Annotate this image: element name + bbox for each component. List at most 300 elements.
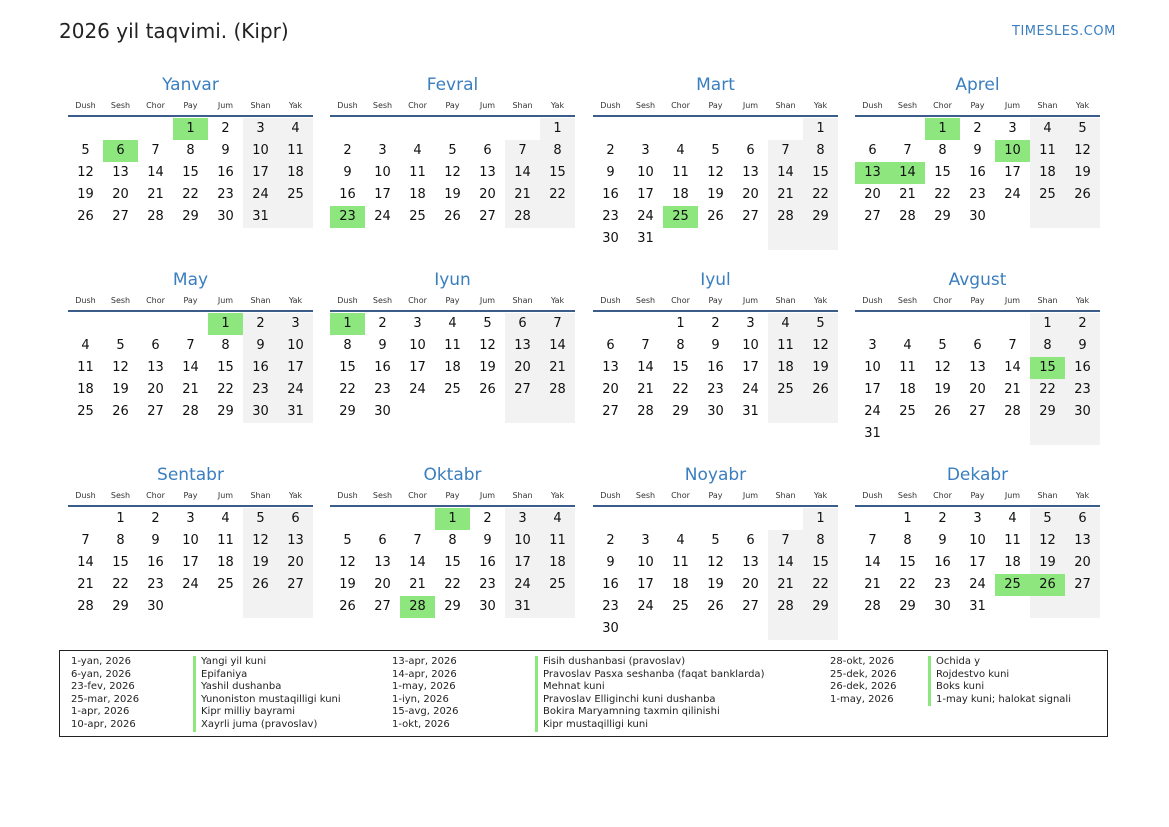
day-cell: 12 [444,165,461,180]
legend-date: 10-apr, 2026 [71,718,136,730]
day-cell: 16 [707,360,724,375]
day-cell: 15 [803,552,838,574]
day-cell: 15 [1030,357,1065,379]
day-cell: 16 [147,555,164,570]
day-cell: 1 [803,118,838,140]
empty-cell [540,596,575,618]
day-cell: 19 [1030,552,1065,574]
day-cell: 31 [969,599,986,614]
day-cell: 27 [479,209,496,224]
day-cell: 25 [768,379,803,401]
day-cell: 7 [81,533,90,548]
day-cell: 29 [803,206,838,228]
day-cell: 11 [1030,140,1065,162]
day-cell: 21 [182,382,199,397]
empty-cell [330,508,365,530]
empty-cell [540,206,575,228]
legend-holiday: 1-may kuni; halokat signali [928,694,1071,707]
day-cell: 18 [1004,555,1021,570]
weekday-header [68,293,313,309]
weekday-label: Shan [250,491,271,500]
day-cell: 3 [278,313,313,335]
day-cell: 6 [378,533,387,548]
day-cell: 14 [409,555,426,570]
day-cell: 22 [672,382,689,397]
day-cell: 16 [602,577,619,592]
empty-cell [435,401,470,423]
day-cell: 17 [969,555,986,570]
day-cell: 2 [606,143,615,158]
day-cell: 2 [1065,313,1100,335]
month-yanvar [68,74,313,228]
weekday-label: Shan [512,101,533,110]
day-cell: 28 [147,209,164,224]
day-cell: 28 [77,599,94,614]
weekday-header [68,488,313,504]
header-rule [593,115,838,117]
day-cell: 2 [343,143,352,158]
day-cell: 3 [973,511,982,526]
empty-cell [733,618,768,640]
empty-cell [733,228,768,250]
day-cell: 28 [400,596,435,618]
day-cell: 19 [243,552,278,574]
day-cell: 9 [343,165,352,180]
empty-cell [733,508,768,530]
day-cell: 31 [243,206,278,228]
day-cell: 21 [147,187,164,202]
day-cell: 12 [1030,530,1065,552]
month-avgust [855,269,1100,445]
legend-date: 28-okt, 2026 [830,656,895,667]
day-cell: 9 [221,143,230,158]
weekday-label: Dush [862,491,883,500]
day-cell: 5 [116,338,125,353]
weekday-label: Dush [337,491,358,500]
weekday-label: Pay [970,491,985,500]
weekday-header [330,488,575,504]
empty-cell [173,596,208,618]
weekday-label: Shan [512,296,533,305]
day-cell: 20 [505,357,540,379]
day-cell: 12 [243,530,278,552]
weekday-label: Chor [933,101,952,110]
day-cell: 20 [147,382,164,397]
day-cell: 2 [221,121,230,136]
weekday-label: Yak [288,491,303,500]
day-cell: 7 [186,338,195,353]
day-cell: 21 [1004,382,1021,397]
empty-cell [925,423,960,445]
day-grid [855,508,1100,618]
day-cell: 27 [112,209,129,224]
day-cell: 24 [505,574,540,596]
day-grid [68,313,313,423]
legend-holiday: Pravoslav Elliginchi kuni dushanba [535,694,764,707]
weekday-label: Yak [1075,491,1090,500]
day-cell: 31 [278,401,313,423]
day-cell: 30 [479,599,496,614]
weekday-label: Shan [512,491,533,500]
day-cell: 5 [711,533,720,548]
day-cell: 22 [934,187,951,202]
day-cell: 15 [899,555,916,570]
weekday-label: Dush [337,296,358,305]
day-cell: 9 [606,555,615,570]
day-cell: 14 [768,552,803,574]
day-cell: 4 [676,533,685,548]
day-cell: 13 [742,165,759,180]
day-cell: 11 [409,165,426,180]
day-cell: 3 [378,143,387,158]
legend-holiday: Boks kuni [928,681,1071,694]
header-rule [68,505,313,507]
day-cell: 2 [151,511,160,526]
day-cell: 23 [374,382,391,397]
day-cell: 6 [103,140,138,162]
day-grid [855,118,1100,228]
day-grid [68,508,313,618]
day-cell: 1 [330,313,365,335]
day-cell: 12 [339,555,356,570]
weekday-header [593,98,838,114]
month-name: Yanvar [162,75,219,95]
day-cell: 6 [973,338,982,353]
weekday-label: Yak [1075,101,1090,110]
empty-cell [278,206,313,228]
day-cell: 8 [1030,335,1065,357]
day-cell: 4 [676,143,685,158]
header-rule [593,310,838,312]
month-name: May [172,270,209,290]
day-cell: 13 [969,360,986,375]
weekday-label: Sesh [635,296,656,305]
day-cell: 22 [217,382,234,397]
day-cell: 2 [973,121,982,136]
day-cell: 12 [934,360,951,375]
day-cell: 13 [742,555,759,570]
day-cell: 10 [374,165,391,180]
weekday-label: Jum [742,491,759,500]
header-rule [593,505,838,507]
day-cell: 5 [448,143,457,158]
day-cell: 19 [707,577,724,592]
day-cell: 28 [899,209,916,224]
empty-cell [138,313,173,335]
day-cell: 27 [147,404,164,419]
day-cell: 13 [374,555,391,570]
weekday-header [855,293,1100,309]
day-cell: 15 [803,162,838,184]
day-cell: 1 [435,508,470,530]
legend-holiday: Kipr milliy bayrami [193,706,341,719]
day-cell: 10 [182,533,199,548]
day-cell: 10 [637,555,654,570]
header-rule [855,115,1100,117]
site-link[interactable]: TIMESLES.COM [1012,24,1116,39]
empty-cell [803,618,838,640]
month-name: Dekabr [946,465,1009,485]
day-cell: 14 [864,555,881,570]
day-cell: 18 [77,382,94,397]
day-cell: 25 [995,574,1030,596]
day-cell: 30 [374,404,391,419]
day-cell: 1 [676,316,685,331]
weekday-label: Chor [408,101,427,110]
day-cell: 17 [637,187,654,202]
empty-cell [278,596,313,618]
weekday-label: Yak [550,491,565,500]
day-cell: 28 [768,206,803,228]
empty-cell [103,313,138,335]
day-cell: 8 [938,143,947,158]
day-cell: 23 [1065,379,1100,401]
day-cell: 23 [217,187,234,202]
day-cell: 26 [243,574,278,596]
weekday-label: Yak [550,296,565,305]
weekday-label: Dush [600,296,621,305]
empty-cell [470,401,505,423]
holiday-legend [59,650,1108,737]
empty-cell [628,508,663,530]
weekday-header [593,488,838,504]
day-cell: 18 [278,162,313,184]
month-may [68,269,313,423]
day-cell: 13 [112,165,129,180]
day-cell: 11 [217,533,234,548]
empty-cell [1065,206,1100,228]
weekday-label: Sesh [372,491,393,500]
weekday-label: Dush [75,101,96,110]
day-cell: 29 [803,596,838,618]
weekday-label: Pay [183,491,198,500]
day-cell: 5 [243,508,278,530]
day-cell: 10 [409,338,426,353]
day-cell: 6 [868,143,877,158]
empty-cell [960,313,995,335]
day-cell: 7 [768,530,803,552]
day-cell: 20 [969,382,986,397]
day-cell: 27 [864,209,881,224]
day-cell: 21 [637,382,654,397]
day-cell: 27 [278,574,313,596]
weekday-label: Chor [408,491,427,500]
day-grid [593,313,838,423]
legend-date: 25-mar, 2026 [71,693,140,705]
empty-cell [330,118,365,140]
empty-cell [960,423,995,445]
day-cell: 23 [934,577,951,592]
empty-cell [103,118,138,140]
day-cell: 6 [483,143,492,158]
day-cell: 29 [672,404,689,419]
empty-cell [628,118,663,140]
day-cell: 16 [217,165,234,180]
day-cell: 4 [448,316,457,331]
day-cell: 7 [641,338,650,353]
day-cell: 6 [746,143,755,158]
day-cell: 2 [711,316,720,331]
day-cell: 12 [479,338,496,353]
day-cell: 1 [208,313,243,335]
empty-cell [138,118,173,140]
day-cell: 11 [899,360,916,375]
empty-cell [995,423,1030,445]
day-cell: 5 [938,338,947,353]
day-cell: 7 [151,143,160,158]
weekday-label: Dush [862,296,883,305]
day-cell: 11 [278,140,313,162]
day-cell: 22 [444,577,461,592]
legend-holiday: Mehnat kuni [535,681,764,694]
empty-cell [628,618,663,640]
day-cell: 8 [803,530,838,552]
day-cell: 24 [243,184,278,206]
day-cell: 23 [602,209,619,224]
month-name: Sentabr [157,465,224,485]
month-name: Fevral [426,75,479,95]
day-cell: 26 [707,209,724,224]
day-cell: 28 [768,596,803,618]
weekday-header [330,98,575,114]
day-cell: 29 [217,404,234,419]
day-cell: 14 [768,162,803,184]
day-cell: 28 [540,379,575,401]
day-cell: 25 [444,382,461,397]
day-cell: 3 [641,533,650,548]
month-name: Iyun [434,270,471,290]
day-cell: 18 [540,552,575,574]
day-cell: 24 [637,209,654,224]
header-rule [330,115,575,117]
day-cell: 8 [448,533,457,548]
day-cell: 4 [768,313,803,335]
weekday-label: Pay [970,296,985,305]
day-cell: 25 [663,206,698,228]
day-cell: 20 [1065,552,1100,574]
day-cell: 25 [672,599,689,614]
empty-cell [995,206,1030,228]
month-dekabr [855,464,1100,618]
day-cell: 13 [602,360,619,375]
legend-holiday: Xayrli juma (pravoslav) [193,719,341,732]
day-cell: 6 [151,338,160,353]
weekday-label: Shan [1037,101,1058,110]
empty-cell [1030,596,1065,618]
day-cell: 30 [602,231,619,246]
empty-cell [890,423,925,445]
weekday-label: Sesh [897,491,918,500]
day-cell: 20 [374,577,391,592]
weekday-label: Chor [146,296,165,305]
day-cell: 23 [479,577,496,592]
weekday-label: Jum [217,101,234,110]
day-cell: 9 [151,533,160,548]
header-rule [330,310,575,312]
day-cell: 20 [112,187,129,202]
day-cell: 16 [969,165,986,180]
day-cell: 3 [641,143,650,158]
weekday-label: Yak [1075,296,1090,305]
day-cell: 3 [746,316,755,331]
weekday-label: Sesh [635,101,656,110]
day-cell: 26 [339,599,356,614]
empty-cell [768,508,803,530]
day-cell: 16 [374,360,391,375]
day-cell: 17 [278,357,313,379]
day-cell: 17 [505,552,540,574]
weekday-label: Pay [183,101,198,110]
legend-date: 1-yan, 2026 [71,656,131,667]
day-cell: 18 [444,360,461,375]
day-cell: 24 [374,209,391,224]
day-cell: 21 [768,184,803,206]
month-name: Avgust [948,270,1007,290]
day-cell: 13 [278,530,313,552]
empty-cell [663,228,698,250]
weekday-header [855,98,1100,114]
day-cell: 16 [339,187,356,202]
day-cell: 25 [278,184,313,206]
day-cell: 9 [938,533,947,548]
day-cell: 23 [707,382,724,397]
weekday-label: Jum [217,491,234,500]
empty-cell [505,118,540,140]
weekday-header [68,98,313,114]
day-cell: 21 [77,577,94,592]
legend-holiday: Rojdestvo kuni [928,669,1071,682]
day-cell: 18 [217,555,234,570]
day-cell: 16 [934,555,951,570]
empty-cell [593,313,628,335]
weekday-header [330,293,575,309]
day-cell: 23 [969,187,986,202]
day-cell: 14 [637,360,654,375]
day-cell: 2 [243,313,278,335]
day-cell: 27 [1065,574,1100,596]
legend-holiday: Yunoniston mustaqilligi kuni [193,694,341,707]
empty-cell [540,401,575,423]
weekday-label: Jum [479,296,496,305]
day-cell: 8 [676,338,685,353]
empty-cell [733,118,768,140]
day-cell: 6 [606,338,615,353]
day-cell: 17 [409,360,426,375]
legend-dates-col-3 [830,656,896,706]
weekday-label: Shan [1037,296,1058,305]
empty-cell [995,596,1030,618]
legend-date: 26-dek, 2026 [830,681,897,693]
month-aprel [855,74,1100,228]
legend-date: 1-may, 2026 [830,693,894,705]
weekday-label: Sesh [897,296,918,305]
day-cell: 4 [1030,118,1065,140]
day-cell: 23 [243,379,278,401]
day-cell: 11 [77,360,94,375]
day-cell: 15 [672,360,689,375]
legend-holiday: Kipr mustaqilligi kuni [535,719,764,732]
empty-cell [68,313,103,335]
empty-cell [173,313,208,335]
month-sentabr [68,464,313,618]
day-cell: 26 [112,404,129,419]
day-cell: 7 [540,313,575,335]
day-cell: 7 [903,143,912,158]
day-cell: 17 [637,577,654,592]
empty-cell [768,618,803,640]
day-cell: 29 [934,209,951,224]
empty-cell [505,401,540,423]
